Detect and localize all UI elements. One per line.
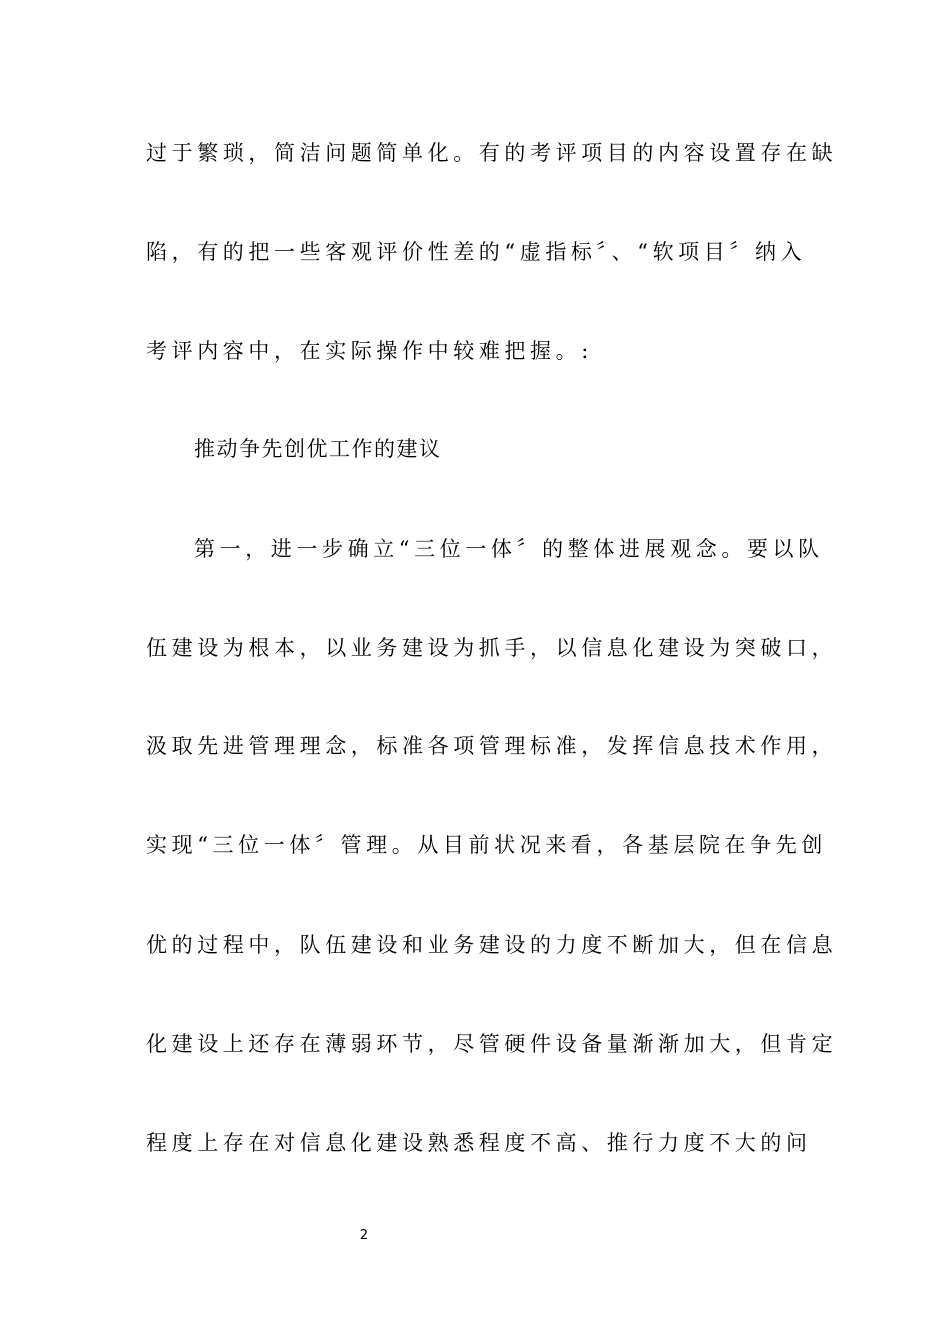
paragraph-line: 伍建设为根本，以业务建设为抓手，以信息化建设为突破口， bbox=[146, 636, 838, 660]
paragraph-line: 考评内容中，在实际操作中较难把握。: bbox=[146, 339, 593, 363]
paragraph-line: 程度上存在对信息化建设熟悉程度不高、推行力度不大的问 bbox=[146, 1131, 812, 1155]
paragraph-line: 实现“三位一体〞管理。从目前状况来看，各基层院在争先创 bbox=[146, 833, 827, 857]
paragraph-line: 化建设上还存在薄弱环节，尽管硬件设备量渐渐加大，但肯定 bbox=[146, 1032, 838, 1056]
page-number: 2 bbox=[359, 1228, 369, 1243]
paragraph-line: 第一，进一步确立“三位一体〞的整体进展观念。要以队 bbox=[194, 537, 824, 561]
paragraph-line: 汲取先进管理理念，标准各项管理标准，发挥信息技术作用， bbox=[146, 734, 838, 758]
paragraph-line: 陷，有的把一些客观评价性差的“虚指标〞、“软项目〞纳入 bbox=[146, 240, 807, 264]
paragraph-line: 优的过程中，队伍建设和业务建设的力度不断加大，但在信息 bbox=[146, 933, 838, 957]
section-heading: 推动争先创优工作的建议 bbox=[194, 437, 442, 461]
paragraph-line: 过于繁琐，简洁问题简单化。有的考评项目的内容设置存在缺 bbox=[146, 141, 838, 165]
